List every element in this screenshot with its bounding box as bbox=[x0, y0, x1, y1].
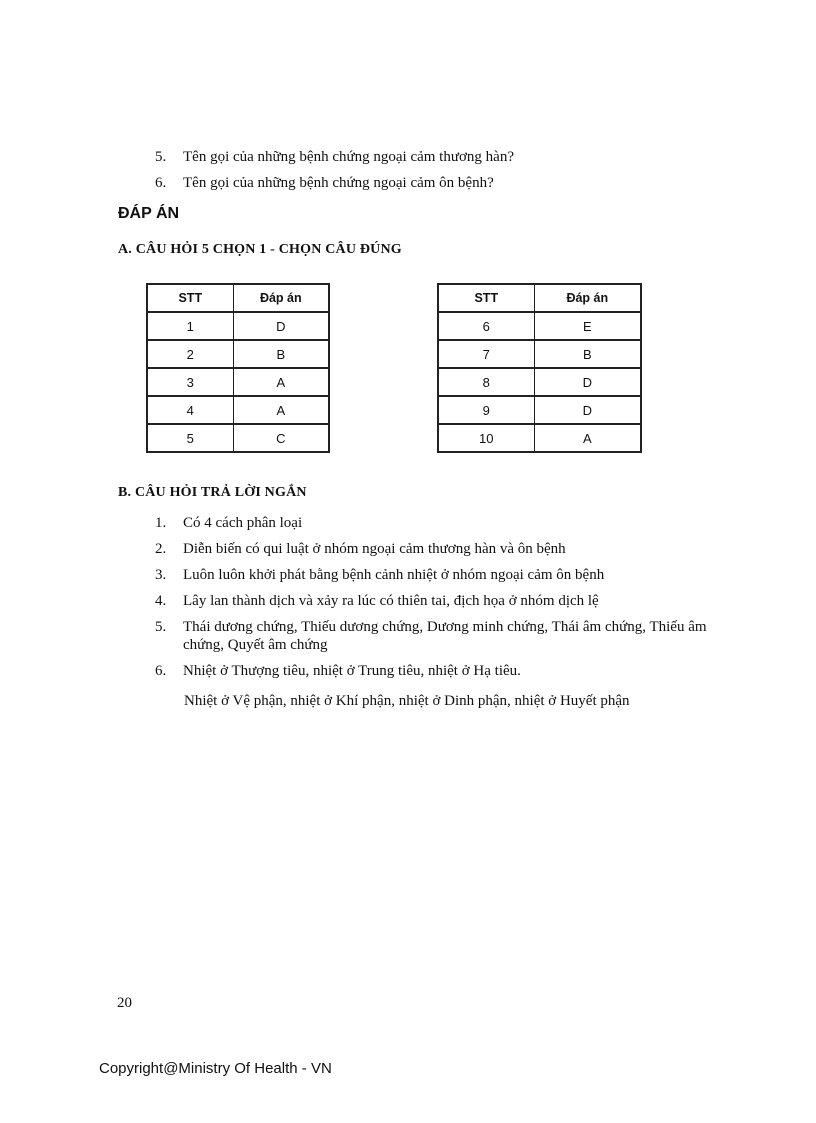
question-list bbox=[155, 144, 675, 196]
item-text: Nhiệt ở Thượng tiêu, nhiệt ở Trung tiêu, nhiệt ở Hạ tiêu. bbox=[183, 663, 521, 679]
stt-cell: 2 bbox=[147, 340, 233, 368]
short-answer-list bbox=[155, 514, 715, 688]
stt-cell: 4 bbox=[147, 396, 233, 424]
page-number: 20 bbox=[117, 995, 132, 1011]
section-a-title: A. CÂU HỎI 5 CHỌN 1 - CHỌN CÂU ĐÚNG bbox=[118, 242, 402, 257]
table-header-row bbox=[438, 284, 641, 312]
item-number: 2. bbox=[155, 541, 167, 557]
answer-cell: D bbox=[534, 396, 641, 424]
stt-cell: 3 bbox=[147, 368, 233, 396]
table-row bbox=[147, 340, 329, 368]
item-text: Diễn biến có qui luật ở nhóm ngoại cảm thương hàn và ôn bệnh bbox=[183, 541, 566, 557]
answer-cell: D bbox=[233, 312, 329, 340]
stt-cell: 1 bbox=[147, 312, 233, 340]
answer-cell: A bbox=[534, 424, 641, 452]
stt-cell: 6 bbox=[438, 312, 534, 340]
question-text: Tên gọi của những bệnh chứng ngoại cảm ôn bệnh? bbox=[183, 175, 494, 191]
answer-cell: A bbox=[233, 368, 329, 396]
stt-cell: 7 bbox=[438, 340, 534, 368]
table-row bbox=[438, 312, 641, 340]
question-text: Tên gọi của những bệnh chứng ngoại cảm thương hàn? bbox=[183, 149, 514, 165]
answer-cell: D bbox=[534, 368, 641, 396]
list-item bbox=[155, 566, 715, 584]
table-row bbox=[147, 368, 329, 396]
item-number: 4. bbox=[155, 593, 167, 609]
question-item bbox=[155, 144, 675, 170]
question-number: 6. bbox=[155, 175, 167, 191]
stt-header: STT bbox=[438, 284, 534, 312]
answer-header: Đáp án bbox=[534, 284, 641, 312]
question-item bbox=[155, 170, 675, 196]
table-row bbox=[438, 396, 641, 424]
list-item bbox=[155, 514, 715, 532]
item-text: Luôn luôn khởi phát bằng bệnh cảnh nhiệt ở nhóm ngoại cảm ôn bệnh bbox=[183, 567, 605, 583]
table-row bbox=[147, 312, 329, 340]
item-number: 3. bbox=[155, 567, 167, 583]
stt-cell: 10 bbox=[438, 424, 534, 452]
answer-header: Đáp án bbox=[233, 284, 329, 312]
answer-cell: A bbox=[233, 396, 329, 424]
answer-cell: E bbox=[534, 312, 641, 340]
item-text: Lây lan thành dịch và xảy ra lúc có thiên tai, địch họa ở nhóm dịch lệ bbox=[183, 593, 599, 609]
item-continuation-text: Nhiệt ở Vệ phận, nhiệt ở Khí phận, nhiệt ở Dinh phận, nhiệt ở Huyết phận bbox=[184, 693, 630, 709]
item-text: Có 4 cách phân loại bbox=[183, 515, 303, 531]
answer-cell: B bbox=[233, 340, 329, 368]
answer-table-left bbox=[146, 283, 330, 453]
list-item bbox=[155, 618, 715, 654]
table-row bbox=[438, 424, 641, 452]
item-text: Thái dương chứng, Thiếu dương chứng, Dương minh chứng, Thái âm chứng, Thiếu âm chứng, Quyết âm chứng bbox=[183, 619, 707, 653]
stt-header: STT bbox=[147, 284, 233, 312]
answer-cell: B bbox=[534, 340, 641, 368]
list-item bbox=[155, 540, 715, 558]
table-header-row bbox=[147, 284, 329, 312]
stt-cell: 9 bbox=[438, 396, 534, 424]
stt-cell: 5 bbox=[147, 424, 233, 452]
table-row bbox=[438, 340, 641, 368]
stt-cell: 8 bbox=[438, 368, 534, 396]
table-row bbox=[147, 396, 329, 424]
item-number: 5. bbox=[155, 619, 167, 635]
question-number: 5. bbox=[155, 149, 167, 165]
list-item bbox=[155, 592, 715, 610]
answer-cell: C bbox=[233, 424, 329, 452]
table-row bbox=[147, 424, 329, 452]
answer-heading: ĐÁP ÁN bbox=[118, 205, 180, 222]
copyright-notice: Copyright@Ministry Of Health - VN bbox=[99, 1060, 332, 1077]
item-number: 1. bbox=[155, 515, 167, 531]
list-item bbox=[155, 662, 715, 680]
item-number: 6. bbox=[155, 663, 167, 679]
answer-table-right bbox=[437, 283, 642, 453]
section-b-title: B. CÂU HỎI TRẢ LỜI NGẮN bbox=[118, 485, 307, 500]
table-row bbox=[438, 368, 641, 396]
